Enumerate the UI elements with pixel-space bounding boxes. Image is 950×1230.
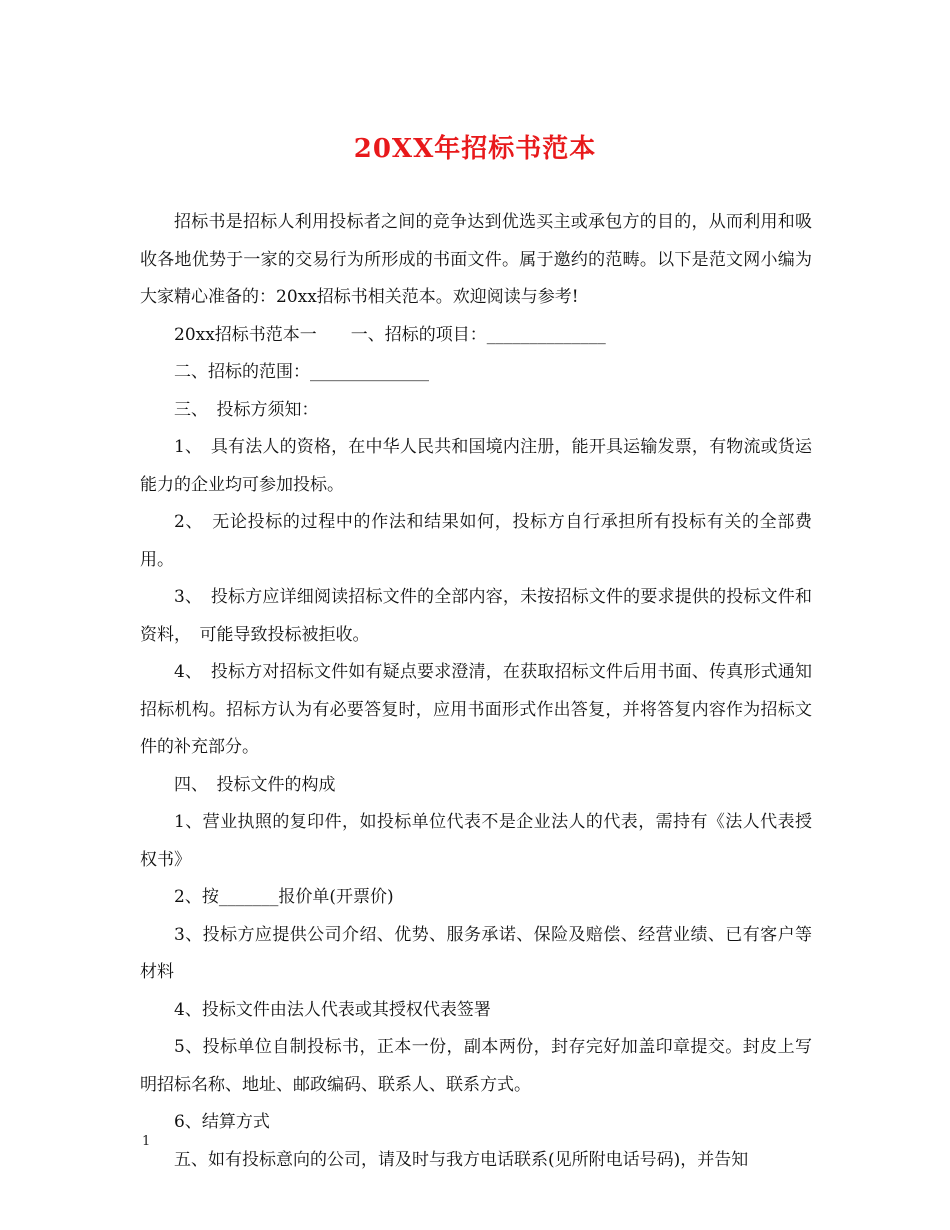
- paragraph-item: 4、 投标方对招标文件如有疑点要求澄清，在获取招标文件后用书面、传真形式通知招标机构。招标方认为有必要答复时，应用书面形式作出答复，并将答复内容作为招标文件的补充部分。: [140, 662, 812, 757]
- document-body: [140, 204, 829, 1179]
- paragraph-item: 5、投标单位自制投标书，正本一份，副本两份，封存完好加盖印章提交。封皮上写明招标名称、地址、邮政编码、联系人、联系方式。: [140, 1037, 812, 1095]
- page-number: 1: [142, 1134, 151, 1149]
- paragraph-item: 1、营业执照的复印件，如投标单位代表不是企业法人的代表，需持有《法人代表授权书》: [140, 812, 812, 870]
- paragraph-item: 3、 投标方应详细阅读招标文件的全部内容，未按招标文件的要求提供的投标文件和 资料， 可能导致投标被拒收。: [140, 587, 829, 645]
- paragraph-item: 三、 投标方须知：: [174, 399, 319, 420]
- paragraph-item: 二、招标的范围：______________: [174, 362, 429, 382]
- paragraph-item: 五、如有投标意向的公司，请及时与我方电话联系(见所附电话号码)，并告知: [174, 1149, 749, 1170]
- paragraph-item: 2、按_______报价单(开票价): [174, 887, 394, 907]
- paragraph-item: 4、投标文件由法人代表或其授权代表签署: [174, 999, 491, 1020]
- paragraph-item: 2、 无论投标的过程中的作法和结果如何，投标方自行承担所有投标有关的全部费用。: [140, 512, 812, 570]
- paragraph-item: 1、 具有法人的资格，在中华人民共和国境内注册，能开具运输发票，有物流或货运能力的企业均可参加投标。: [140, 437, 812, 495]
- paragraph-intro: 招标书是招标人利用投标者之间的竞争达到优选买主或承包方的目的，从而利用和吸收各地优势于一家的交易行为所形成的书面文件。属于邀约的范畴。以下是范文网小编为大家精心准备的：20xx招标书相关范本。欢迎阅读与参考!: [140, 212, 812, 307]
- document-title: 20XX年招标书范本: [353, 134, 597, 164]
- paragraph-item: 四、 投标文件的构成: [174, 774, 336, 795]
- paragraph-item: 6、结算方式: [174, 1112, 270, 1132]
- paragraph-item: 3、投标方应提供公司介绍、优势、服务承诺、保险及赔偿、经营业绩、已有客户等材料: [140, 924, 812, 982]
- paragraph-item: 20xx招标书范本一 一、招标的项目：______________: [174, 324, 606, 345]
